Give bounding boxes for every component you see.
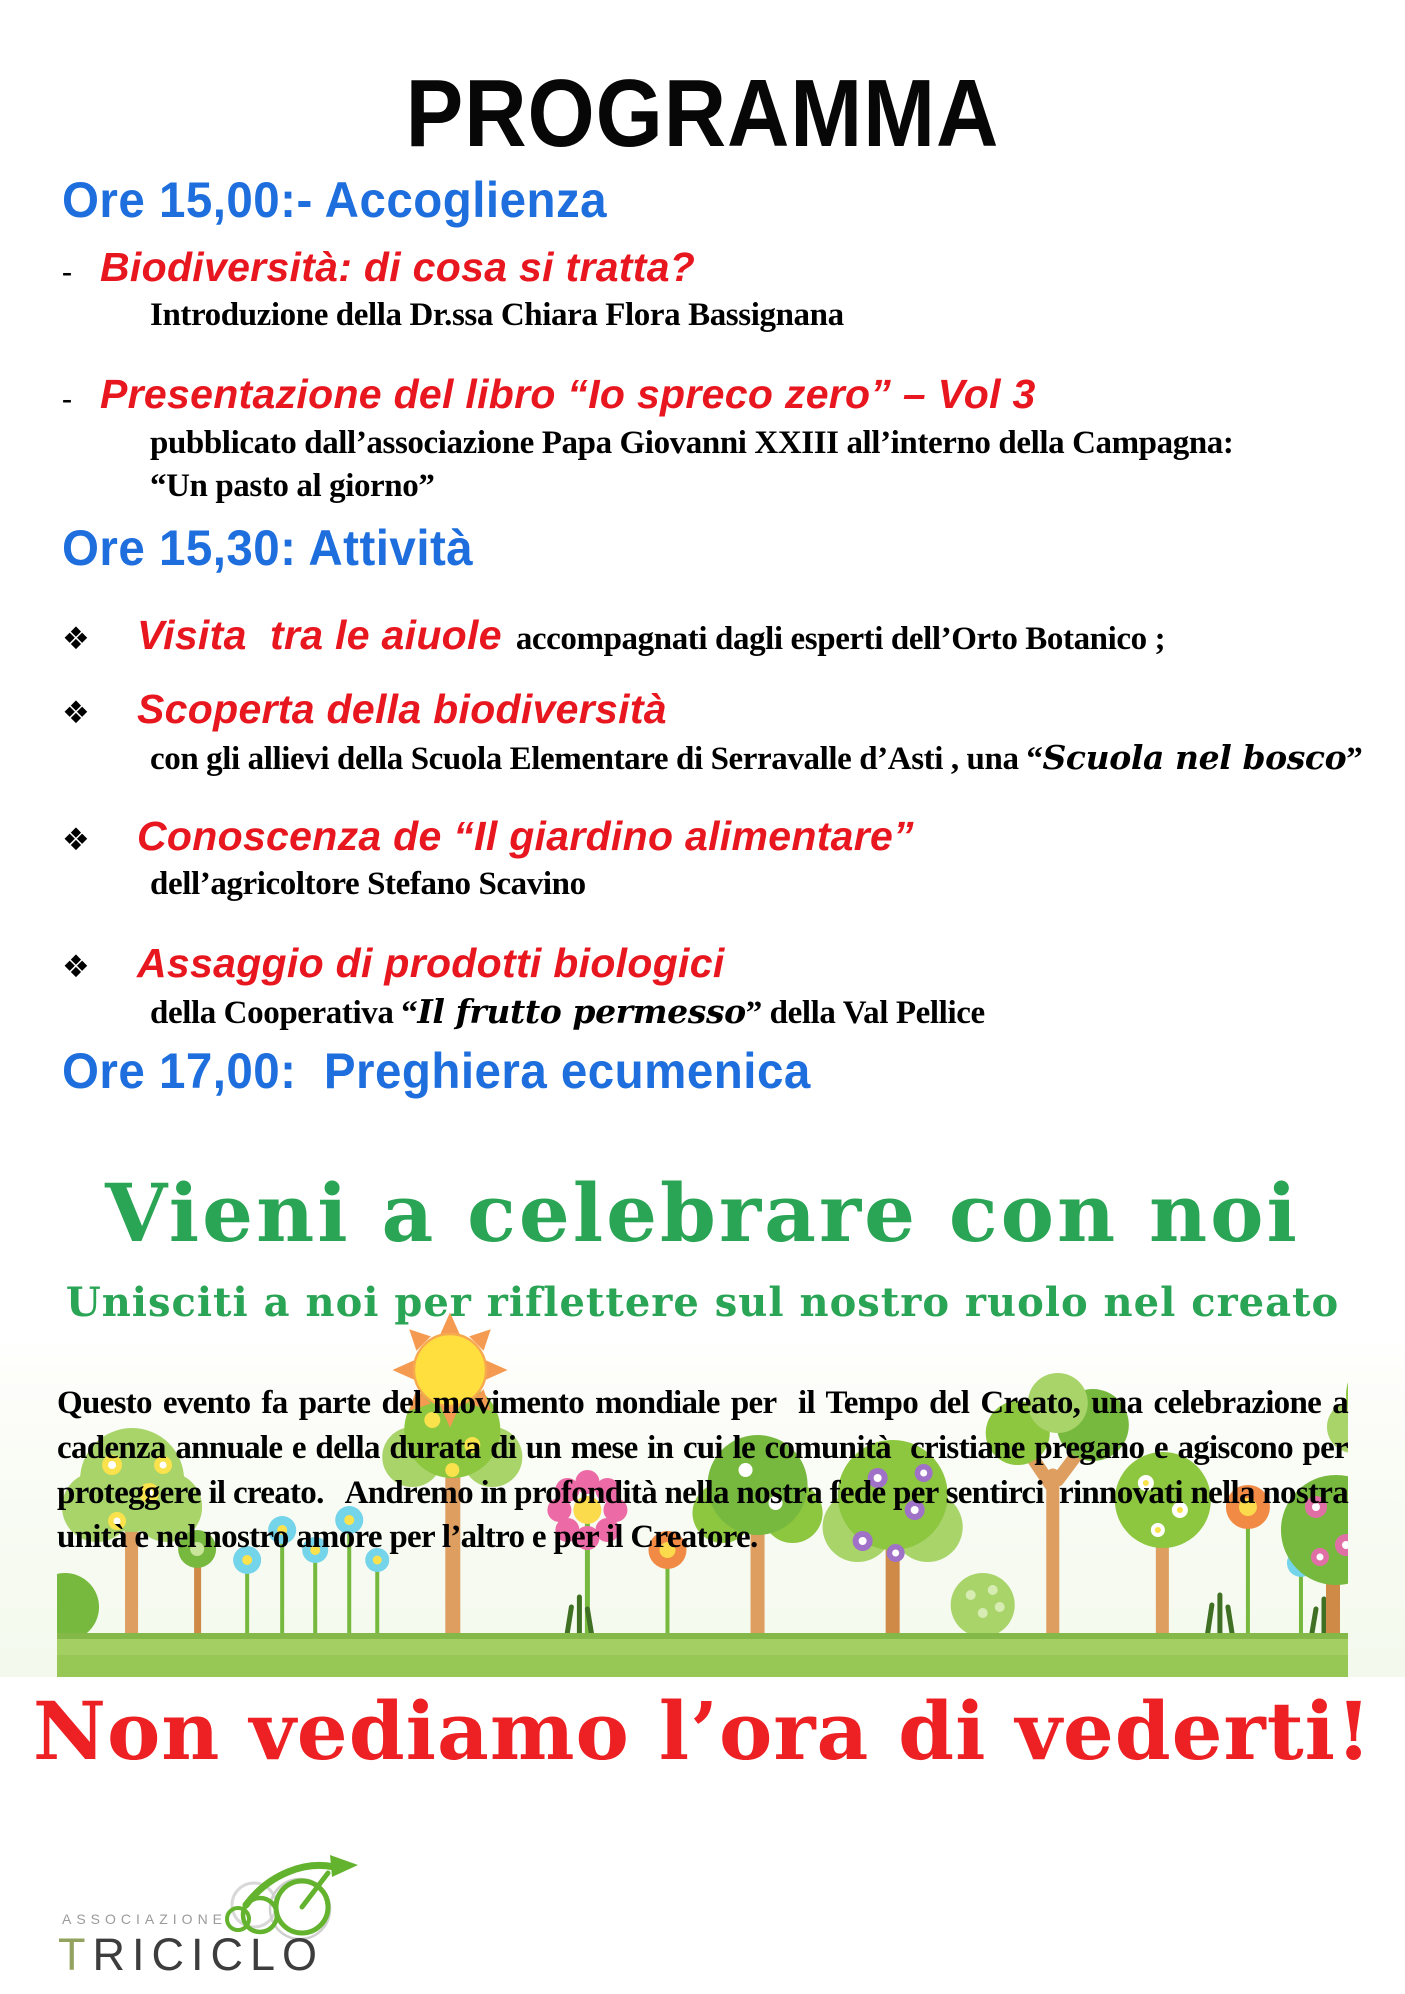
item-detail — [150, 993, 1405, 1033]
diamond-bullet-icon: ❖ — [62, 821, 90, 858]
item-title: Visita tra le aiuole — [137, 612, 502, 659]
detail-prefix: con gli allievi della Scuola Elementare di Serravalle d’Asti , una “ — [150, 740, 1043, 777]
logo-initial: T — [58, 1928, 93, 1980]
item-detail: “Un pasto al giorno” — [150, 468, 435, 505]
schedule-item-presentazione — [62, 371, 1405, 418]
item-title: Biodiversità: di cosa si tratta? — [100, 244, 696, 291]
item-title: Scoperta della biodiversità — [137, 685, 667, 732]
item-title: Conoscenza de “Il giardino alimentare” — [137, 812, 914, 859]
diamond-bullet-icon: ❖ — [62, 948, 90, 985]
item-title: Assaggio di prodotti biologici — [137, 939, 725, 986]
item-title: Presentazione del libro “Io spreco zero” – Vol 3 — [100, 371, 1036, 418]
schedule-heading-1500: Ore 15,00:- Accoglienza — [62, 172, 608, 229]
schedule-item-scoperta — [62, 686, 1405, 733]
dash-bullet: - — [62, 255, 72, 289]
schedule-item-conoscenza — [62, 813, 1405, 860]
detail-suffix: ” — [1346, 740, 1363, 777]
item-detail: dell’agricoltore Stefano Scavino — [150, 865, 586, 902]
detail-emphasis: Il frutto permesso — [417, 991, 746, 1031]
dash-bullet: - — [62, 382, 72, 416]
item-detail — [150, 739, 1405, 779]
schedule-heading-1530: Ore 15,30: Attività — [62, 520, 474, 577]
celebrate-section — [0, 1165, 1405, 1329]
item-detail: Introduzione della Dr.ssa Chiara Flora Bassignana — [150, 297, 844, 334]
garden-scene — [0, 1345, 1405, 1677]
page-title: PROGRAMMA — [405, 60, 1000, 167]
item-inline-detail: accompagnati dagli esperti dell’Orto Botanico ; — [515, 621, 1166, 658]
schedule-item-visita — [62, 612, 1405, 659]
schedule-item-biodiversita — [62, 244, 1405, 291]
triciclo-logo — [58, 1855, 418, 1990]
detail-emphasis: Scuola nel bosco — [1042, 737, 1347, 777]
diamond-bullet-icon: ❖ — [62, 621, 90, 658]
detail-prefix: della Cooperativa “ — [150, 994, 418, 1031]
celebrate-subtitle: Unisciti a noi per riflettere sul nostro ruolo nel creato — [65, 1278, 1340, 1326]
logo-association-label: ASSOCIAZIONE — [62, 1910, 228, 1927]
schedule-heading-1700: Ore 17,00: Preghiera ecumenica — [62, 1042, 811, 1099]
logo-brand-name — [58, 1929, 324, 1981]
cta-text: Non vediamo l’ora di vederti! — [32, 1683, 1373, 1778]
event-description: Questo evento fa parte del movimento mondiale per il Tempo del Creato, una celebrazione a cadenza annuale e della durata di un mese in cui le comunità cristiane pregano e agiscono per proteggere il creato. Andremo in profondità nella nostra fede per sentirci rinnovati nella nostra unità e nel nostro amore per l’altro e per il Creatore. — [57, 1384, 1356, 1556]
logo-rest: RICICLO — [92, 1928, 325, 1980]
schedule-item-assaggio — [62, 940, 1405, 987]
diamond-bullet-icon: ❖ — [62, 694, 90, 731]
detail-suffix: ” della Val Pellice — [745, 994, 985, 1031]
celebrate-title: Vieni a celebrare con noi — [105, 1165, 1300, 1260]
item-detail: pubblicato dall’associazione Papa Giovanni XXIII all’interno della Campagna: — [150, 424, 1234, 461]
